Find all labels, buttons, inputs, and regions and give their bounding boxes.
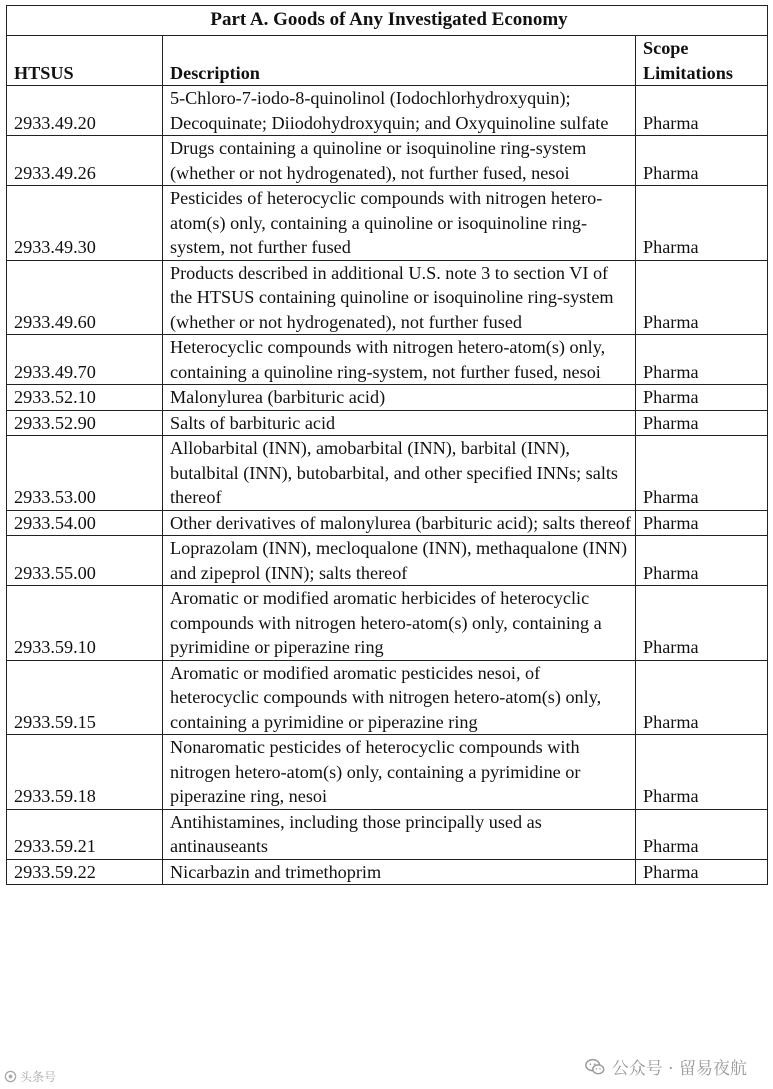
description-cell: Heterocyclic compounds with nitrogen hetero-atom(s) only, containing a quinoline ring-system, not further fused, nesoi	[163, 335, 636, 385]
scope-cell: Pharma	[636, 86, 768, 136]
scope-cell: Pharma	[636, 809, 768, 859]
description-cell: 5-Chloro-7-iodo-8-quinolinol (Iodochlorhydroxyquin); Decoquinate; Diiodohydroxyquin; and Oxyquinoline sulfate	[163, 86, 636, 136]
scope-cell: Pharma	[636, 586, 768, 661]
table-row	[7, 510, 768, 536]
scope-cell: Pharma	[636, 410, 768, 436]
scope-cell: Pharma	[636, 136, 768, 186]
table-row	[7, 859, 768, 885]
description-cell: Other derivatives of malonylurea (barbituric acid); salts thereof	[163, 510, 636, 536]
description-cell: Malonylurea (barbituric acid)	[163, 385, 636, 411]
table-row	[7, 809, 768, 859]
table-row	[7, 436, 768, 511]
scope-cell: Pharma	[636, 335, 768, 385]
table-row	[7, 735, 768, 810]
table-title: Part A. Goods of Any Investigated Economy	[7, 6, 768, 36]
table-row	[7, 136, 768, 186]
description-cell: Products described in additional U.S. note 3 to section VI of the HTSUS containing quinoline or isoquinoline ring-system (whether or not hydrogenated), not further fused	[163, 260, 636, 335]
watermark-text: 公众号 · 留易夜航	[611, 1059, 747, 1079]
table-row	[7, 335, 768, 385]
hts-code: 2933.59.10	[7, 586, 163, 661]
description-cell: Pesticides of heterocyclic compounds with nitrogen hetero-atom(s) only, containing a quinoline or isoquinoline ring-system, not further fused	[163, 186, 636, 261]
hts-code: 2933.52.90	[7, 410, 163, 436]
hts-code: 2933.52.10	[7, 385, 163, 411]
table-row	[7, 410, 768, 436]
table-row	[7, 660, 768, 735]
hts-code: 2933.59.15	[7, 660, 163, 735]
table-row	[7, 260, 768, 335]
description-cell: Salts of barbituric acid	[163, 410, 636, 436]
circle-logo-icon	[4, 1070, 17, 1083]
hts-code: 2933.53.00	[7, 436, 163, 511]
hts-code: 2933.49.70	[7, 335, 163, 385]
table-row	[7, 586, 768, 661]
description-cell: Loprazolam (INN), mecloqualone (INN), methaqualone (INN) and zipeprol (INN); salts thereof	[163, 536, 636, 586]
description-cell: Drugs containing a quinoline or isoquinoline ring-system (whether or not hydrogenated), not further fused, nesoi	[163, 136, 636, 186]
wechat-watermark	[580, 1053, 751, 1080]
scope-cell: Pharma	[636, 536, 768, 586]
description-cell: Allobarbital (INN), amobarbital (INN), barbital (INN), butalbital (INN), butobarbital, and other specified INNs; salts thereof	[163, 436, 636, 511]
header-scope	[636, 36, 768, 86]
hts-code: 2933.55.00	[7, 536, 163, 586]
hts-code: 2933.54.00	[7, 510, 163, 536]
hts-code: 2933.49.20	[7, 86, 163, 136]
header-row	[7, 36, 768, 86]
description-cell: Antihistamines, including those principally used as antinauseants	[163, 809, 636, 859]
scope-cell: Pharma	[636, 735, 768, 810]
table-row	[7, 385, 768, 411]
scope-cell: Pharma	[636, 510, 768, 536]
description-cell: Aromatic or modified aromatic pesticides nesoi, of heterocyclic compounds with nitrogen hetero-atom(s) only, containing a pyrimidine or piperazine ring	[163, 660, 636, 735]
hts-code: 2933.59.22	[7, 859, 163, 885]
hts-code: 2933.49.60	[7, 260, 163, 335]
header-scope-line1: Scope	[643, 38, 689, 58]
scope-cell: Pharma	[636, 260, 768, 335]
scope-cell: Pharma	[636, 186, 768, 261]
scope-cell: Pharma	[636, 436, 768, 511]
description-cell: Nicarbazin and trimethoprim	[163, 859, 636, 885]
hts-code: 2933.49.26	[7, 136, 163, 186]
description-cell: Aromatic or modified aromatic herbicides of heterocyclic compounds with nitrogen hetero-atom(s) only, containing a pyrimidine or piperazine ring	[163, 586, 636, 661]
hts-code: 2933.49.30	[7, 186, 163, 261]
corner-watermark	[4, 1068, 56, 1085]
wechat-icon	[584, 1056, 606, 1078]
scope-cell: Pharma	[636, 660, 768, 735]
hts-code: 2933.59.21	[7, 809, 163, 859]
description-cell: Nonaromatic pesticides of heterocyclic compounds with nitrogen hetero-atom(s) only, containing a pyrimidine or piperazine ring, nesoi	[163, 735, 636, 810]
htsus-table	[6, 5, 768, 885]
scope-cell: Pharma	[636, 859, 768, 885]
header-htsus: HTSUS	[7, 36, 163, 86]
scope-cell: Pharma	[636, 385, 768, 411]
hts-code: 2933.59.18	[7, 735, 163, 810]
table-row	[7, 186, 768, 261]
corner-watermark-text: 头条号	[20, 1070, 57, 1084]
header-scope-line2: Limitations	[643, 62, 733, 83]
table-row	[7, 86, 768, 136]
table-row	[7, 536, 768, 586]
header-description: Description	[163, 36, 636, 86]
